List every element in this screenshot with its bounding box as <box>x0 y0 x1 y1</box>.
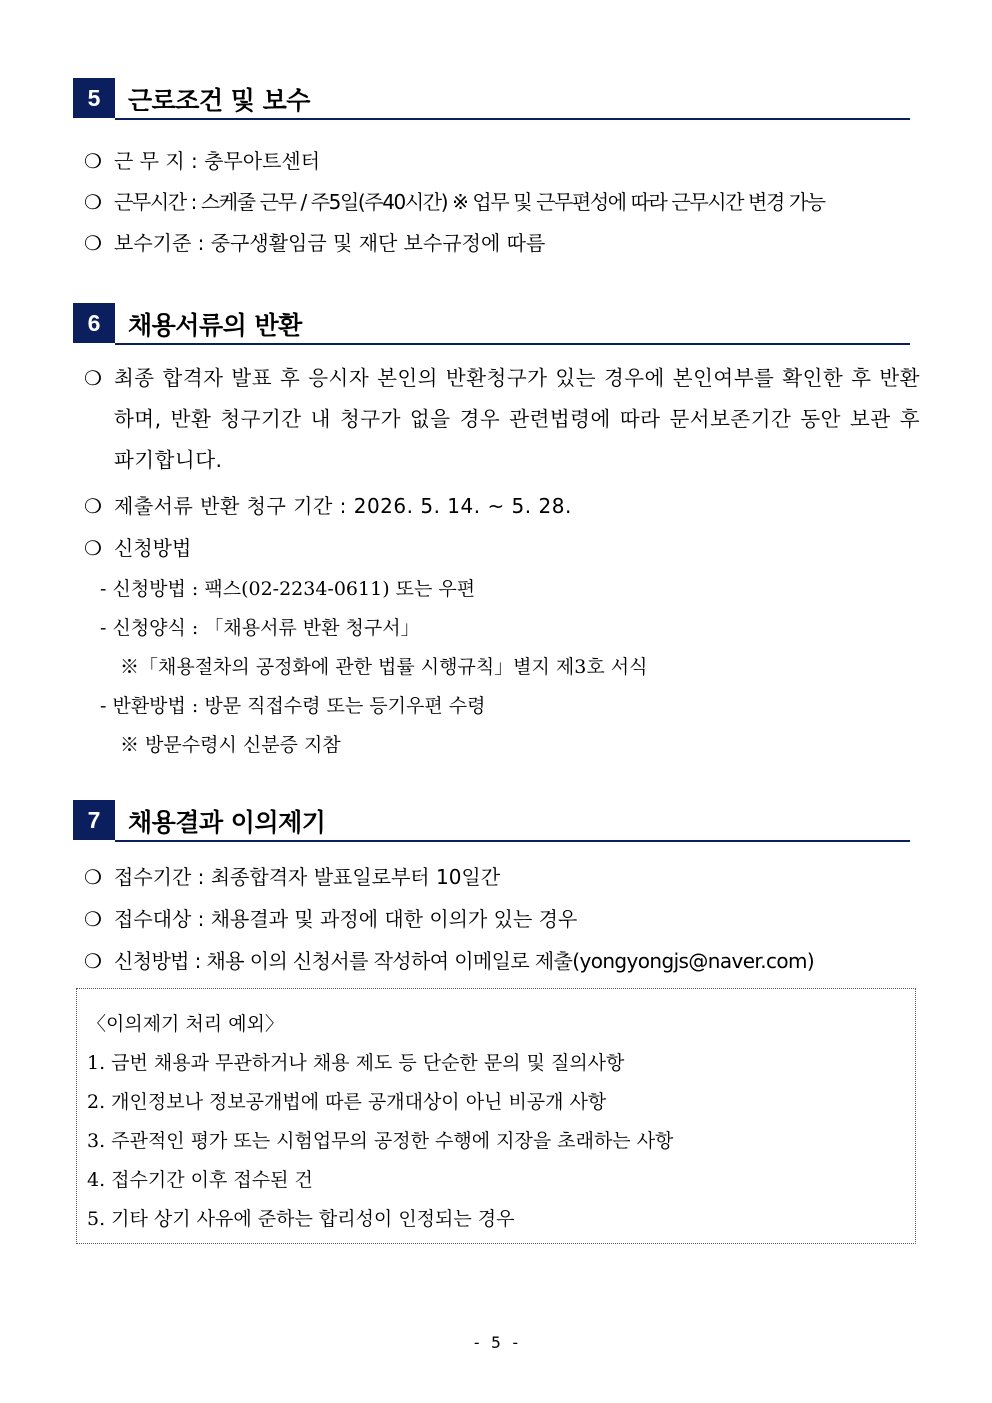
page-number: - 5 - <box>471 1333 521 1352</box>
box-item: 2. 개인정보나 정보공개법에 따른 공개대상이 아닌 비공개 사항 <box>87 1091 607 1113</box>
sub-item-note: ※ 방문수령시 신분증 지참 <box>120 734 341 756</box>
section-7-header <box>73 800 910 840</box>
list-item <box>84 861 500 890</box>
section-number: 7 <box>73 800 115 840</box>
list-item-text: 근무시간 : 스케줄 근무 / 주5일(주40시간) ※ 업무 및 근무편성에 따라 근무시간 변경 가능 <box>114 190 825 214</box>
list-item-text: 신청방법 : 채용 이의 신청서를 작성하여 이메일로 제출(yongyongjs@naver.com) <box>114 949 815 973</box>
list-item <box>84 145 320 174</box>
box-item: 3. 주관적인 평가 또는 시험업무의 공정한 수행에 지장을 초래하는 사항 <box>87 1130 674 1152</box>
sub-item-note: ※「채용절차의 공정화에 관한 법률 시행규칙」별지 제3호 서식 <box>120 656 648 678</box>
exception-box <box>76 988 916 1244</box>
list-item <box>84 903 577 932</box>
section-title: 채용서류의 반환 <box>128 311 302 340</box>
section-6-header <box>73 303 910 343</box>
list-item <box>84 186 825 215</box>
section-number: 5 <box>73 78 115 118</box>
box-item: 1. 금번 채용과 무관하거나 채용 제도 등 단순한 문의 및 질의사항 <box>87 1052 625 1074</box>
circle-bullet-icon: ❍ <box>84 949 102 973</box>
section-number: 6 <box>73 303 115 343</box>
list-item-text: 접수대상 : 채용결과 및 과정에 대한 이의가 있는 경우 <box>114 907 578 931</box>
list-item <box>84 945 814 974</box>
sub-item: - 신청양식 : 「채용서류 반환 청구서」 <box>100 617 420 639</box>
list-item <box>84 227 545 256</box>
sub-item: - 반환방법 : 방문 직접수령 또는 등기우편 수령 <box>100 695 486 717</box>
list-item-text: 신청방법 <box>114 536 192 560</box>
circle-bullet-icon: ❍ <box>84 907 102 931</box>
list-item-text: 접수기간 : 최종합격자 발표일로부터 10일간 <box>114 865 501 889</box>
list-item-text: 근 무 지 : 충무아트센터 <box>114 149 321 173</box>
circle-bullet-icon: ❍ <box>84 536 102 560</box>
box-title: 〈이의제기 처리 예외〉 <box>87 1013 284 1035</box>
list-item-text: 제출서류 반환 청구 기간 : 2026. 5. 14. ~ 5. 28. <box>114 494 572 518</box>
paragraph-text: 최종 합격자 발표 후 응시자 본인의 반환청구가 있는 경우에 본인여부를 확인한 후 반환하며, 반환 청구기간 내 청구가 없을 경우 관련법령에 따라 문서보존기간 동안 보관 후 파기합니다. <box>114 366 920 472</box>
section-divider <box>115 118 910 120</box>
section-divider <box>115 343 910 345</box>
box-item: 5. 기타 상기 사유에 준하는 합리성이 인정되는 경우 <box>87 1208 515 1230</box>
section-5-header <box>73 78 910 118</box>
sub-item: - 신청방법 : 팩스(02-2234-0611) 또는 우편 <box>100 578 476 600</box>
circle-bullet-icon: ❍ <box>84 149 102 173</box>
list-item-text: 보수기준 : 중구생활임금 및 재단 보수규정에 따름 <box>114 231 546 255</box>
circle-bullet-icon: ❍ <box>84 366 102 390</box>
circle-bullet-icon: ❍ <box>84 231 102 255</box>
section-divider <box>115 840 910 842</box>
circle-bullet-icon: ❍ <box>84 865 102 889</box>
circle-bullet-icon: ❍ <box>84 190 101 214</box>
box-item: 4. 접수기간 이후 접수된 건 <box>87 1169 313 1191</box>
section-title: 근로조건 및 보수 <box>128 86 310 115</box>
circle-bullet-icon: ❍ <box>84 494 103 518</box>
list-item <box>84 532 191 561</box>
section-title: 채용결과 이의제기 <box>128 808 326 837</box>
list-item <box>84 490 572 519</box>
